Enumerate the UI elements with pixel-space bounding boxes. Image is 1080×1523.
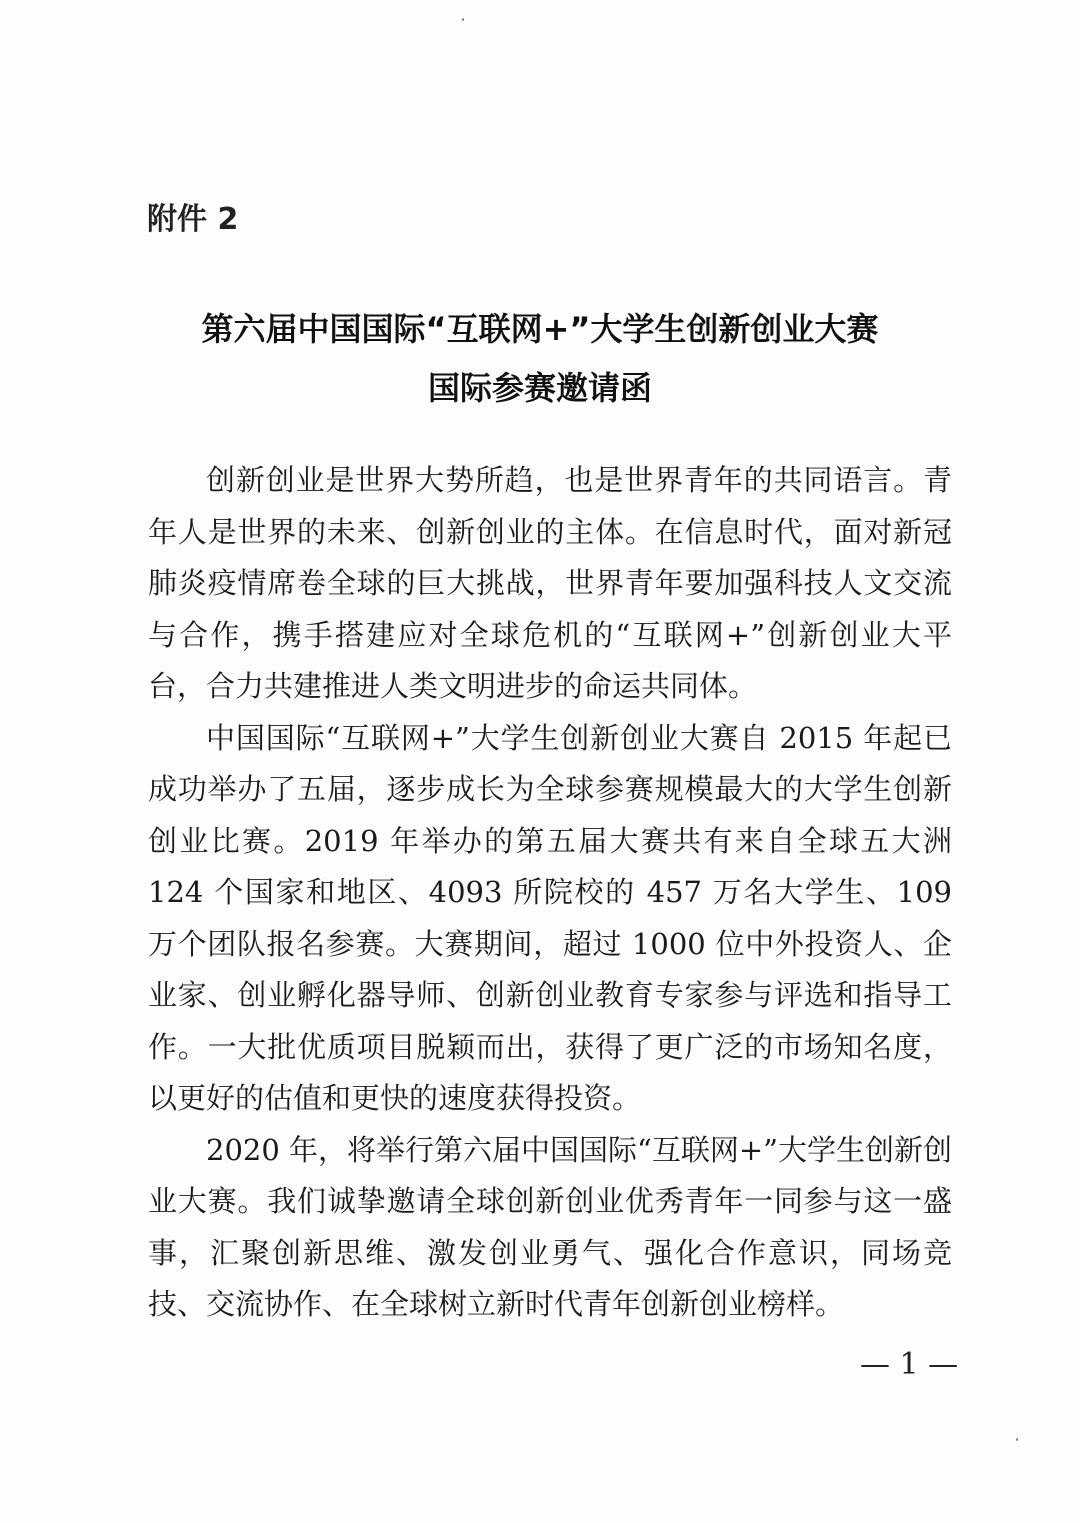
attachment-label: 附件 2 [147, 202, 239, 237]
document-title: 第六届中国国际“互联网+”大学生创新创业大赛 [201, 310, 879, 348]
paragraph: 创新创业是世界大势所趋，也是世界青年的共同语言。青年人是世界的未来、创新创业的主体。在信息时代，面对新冠肺炎疫情席卷全球的巨大挑战，世界青年要加强科技人文交流与合作，携手搭建应对全球危机的“互联网+”创新创业大平台，合力共建推进人类文明进步的命运共同体。 [148, 463, 952, 703]
document-subtitle: 国际参赛邀请函 [427, 369, 652, 407]
paragraph: 中国国际“互联网+”大学生创新创业大赛自 2015 年起已成功举办了五届，逐步成长为全球参赛规模最大的大学生创新创业比赛。2019 年举办的第五届大赛共有来自全球五大洲 124 个国家和地区、4093 所院校的 457 万名大学生、109 万个团队报名参赛。大赛期间，超过 1000 位中外投资人、企业家、创业孵化器导师、创新创业教育专家参与评选和指导工作。一大批优质项目脱颖而出，获得了更广泛的市场知名度，以更好的估值和更快的速度获得投资。 [148, 720, 952, 1115]
paragraph: 2020 年，将举行第六届中国国际“互联网+”大学生创新创业大赛。我们诚挚邀请全球创新创业优秀青年一同参与这一盛事，汇聚创新思维、激发创业勇气、强化合作意识，同场竞技、交流协作、在全球树立新时代青年创新创业榜样。 [148, 1132, 952, 1321]
page-number: — 1 — [860, 1347, 959, 1382]
document-body [148, 455, 952, 1331]
scan-speck [462, 18, 464, 21]
scan-speck [1016, 1438, 1018, 1441]
